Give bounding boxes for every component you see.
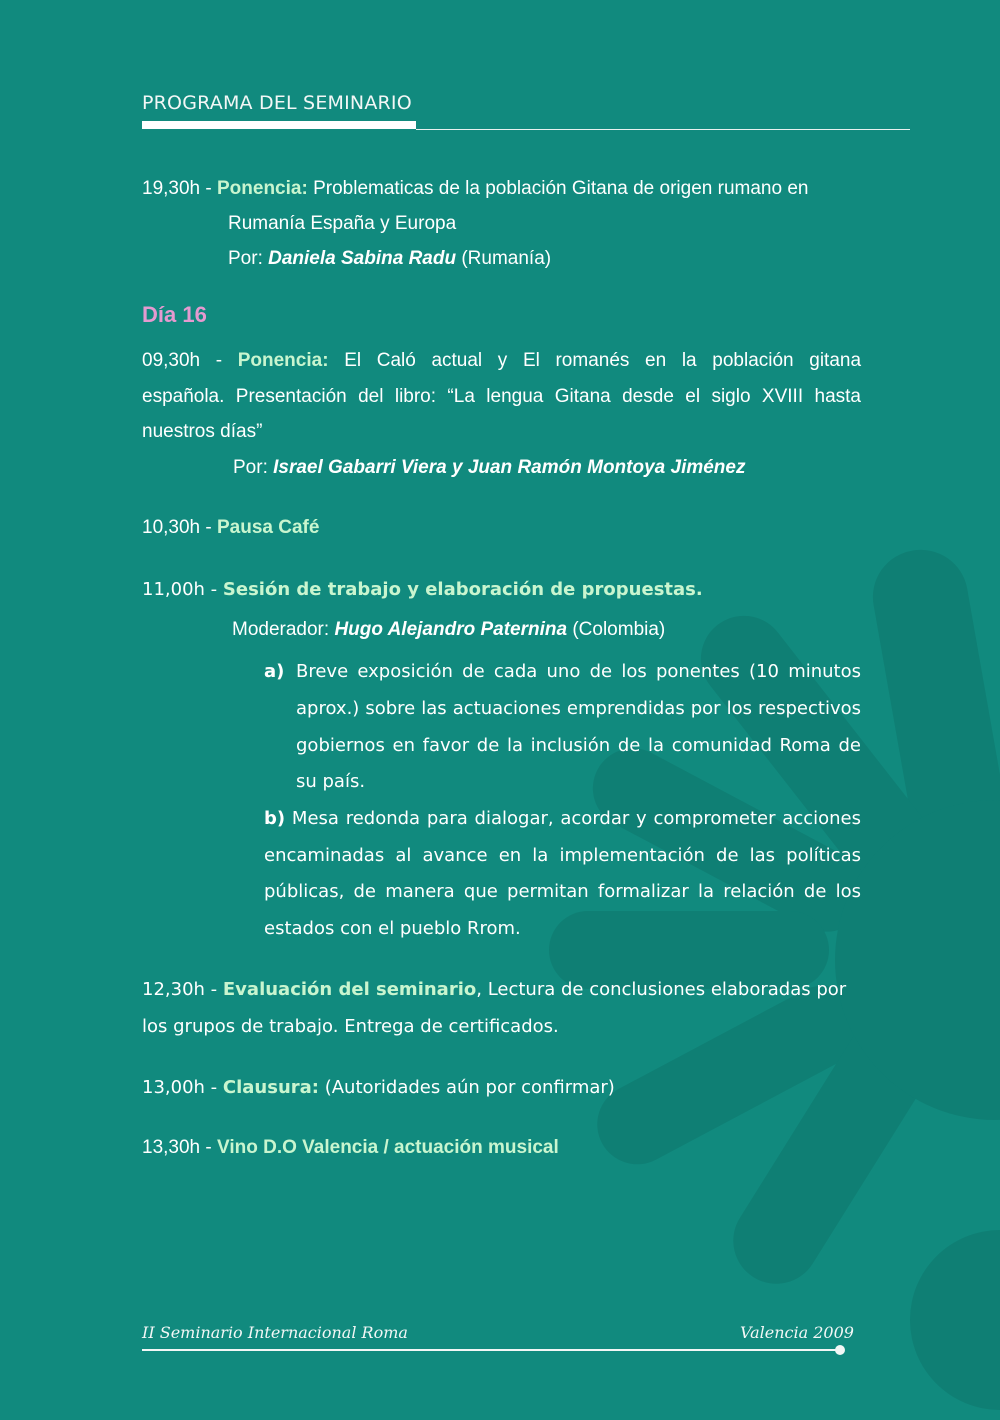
session-detail: (Autoridades aún por confirmar) <box>318 1077 615 1098</box>
speaker-line <box>228 241 551 277</box>
word: El <box>344 350 362 371</box>
speaker-name: Daniela Sabina Radu <box>268 248 457 269</box>
word: la <box>681 350 697 371</box>
session-label: Ponencia: <box>237 350 329 371</box>
item-a-line1: Breve exposición de cada uno de los ponentes (10 minutos <box>296 661 861 682</box>
session-time: 10,30h - <box>142 517 217 538</box>
day-heading: Día 16 <box>142 302 207 327</box>
moderator-line <box>232 612 665 648</box>
word: gitana <box>809 350 862 371</box>
footer-dot <box>835 1345 845 1355</box>
session-time: 11,00h - <box>142 579 223 600</box>
session-label: Evaluación del seminario <box>222 979 477 1000</box>
speaker-names: Israel Gabarri Viera y Juan Ramón Montoya Jiménez <box>273 457 746 478</box>
por-label: Por: <box>233 457 274 478</box>
item-b-marker: b) <box>264 808 286 829</box>
separator-dash: - <box>215 350 223 371</box>
session-time: 12,30h - <box>142 979 223 1000</box>
session-label: Clausura: <box>222 1077 319 1098</box>
session-title: Problematicas de la población Gitana de origen rumano en <box>307 178 809 199</box>
word: y <box>497 350 508 371</box>
header-rule <box>416 129 910 130</box>
word: El <box>522 350 540 371</box>
item-a-marker: a) <box>264 661 285 682</box>
session-time: 13,30h - <box>142 1137 217 1158</box>
session-1930 <box>142 171 808 207</box>
item-a-line3: gobiernos en favor de la inclusión de la comunidad Roma de <box>296 735 861 756</box>
session-time: 19,30h - <box>142 178 217 199</box>
item-a-line4: su país. <box>296 771 366 792</box>
session-title-continued: Rumanía España y Europa <box>228 213 457 234</box>
session-label: Vino D.O Valencia / actuación musical <box>217 1137 559 1158</box>
item-b-line2: encaminadas al avance en la implementación de las políticas <box>264 845 861 866</box>
moderator-label: Moderador: <box>232 619 335 640</box>
session-time: 09,30h <box>142 350 201 371</box>
moderator-name: Hugo Alejandro Paternina <box>334 619 568 640</box>
session-label: Ponencia: <box>217 178 308 199</box>
por-label: Por: <box>228 248 269 269</box>
session-0930-line3: nuestros días” <box>142 421 263 442</box>
session-0930-line2: española. Presentación del libro: “La lengua Gitana desde el siglo XVIII hasta <box>142 386 861 407</box>
header-accent-bar <box>142 121 416 129</box>
word: en <box>645 350 667 371</box>
moderator-country: (Colombia) <box>567 619 666 640</box>
item-b-text: Mesa redonda para dialogar, acordar y comprometer acciones <box>285 808 861 829</box>
session-label: Pausa Café <box>217 517 320 538</box>
word: romanés <box>555 350 630 371</box>
word: Caló <box>376 350 416 371</box>
word: actual <box>431 350 483 371</box>
session-1100 <box>142 571 703 608</box>
session-1030 <box>142 510 319 546</box>
speaker-country: (Rumanía) <box>456 248 552 269</box>
item-b-line1 <box>264 800 861 837</box>
item-a-line2: aprox.) sobre las actuaciones emprendidas por los respectivos <box>296 698 861 719</box>
session-1330 <box>142 1130 559 1166</box>
session-time: 13,00h - <box>142 1077 223 1098</box>
session-1230-line2: los grupos de trabajo. Entrega de certificados. <box>142 1016 559 1037</box>
session-1300 <box>142 1069 615 1106</box>
item-b-line3: públicas, de manera que permitan formalizar la relación de los <box>264 881 861 902</box>
session-0930-line1 <box>142 343 861 379</box>
session-1230 <box>142 971 846 1008</box>
session-detail: , Lectura de conclusiones elaboradas por <box>476 979 847 1000</box>
speaker-line <box>233 450 745 486</box>
word: población <box>712 350 794 371</box>
session-label: Sesión de trabajo y elaboración de propuestas. <box>222 579 703 600</box>
page-title: PROGRAMA DEL SEMINARIO <box>142 92 412 114</box>
footer-rule <box>142 1349 838 1351</box>
footer-place-year: Valencia 2009 <box>740 1323 854 1342</box>
item-b-line4: estados con el pueblo Rrom. <box>264 918 521 939</box>
footer-seminar-name: II Seminario Internacional Roma <box>142 1323 408 1342</box>
